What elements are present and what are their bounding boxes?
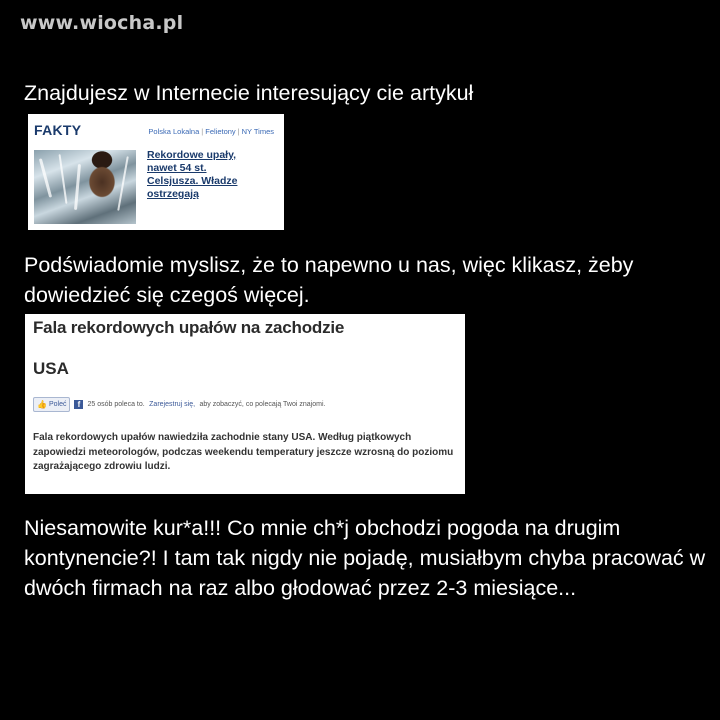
social-info-text: aby zobaczyć, co polecają Twoi znajomi. bbox=[199, 400, 326, 408]
caption-click: Podświadomie myslisz, że to napewno u nas, więc klikasz, żeby dowiedzieć się czegoś więcej. bbox=[24, 253, 634, 307]
brand-logo: FAKTY bbox=[34, 122, 82, 138]
social-bar bbox=[33, 396, 325, 412]
like-count-text: 25 osób poleca to. bbox=[87, 400, 145, 408]
site-watermark: www.wiocha.pl bbox=[20, 12, 184, 34]
article-headline-link[interactable]: Rekordowe upały, nawet 54 st. Celsjusza. Władze ostrzegają bbox=[147, 149, 238, 200]
article-teaser-screenshot bbox=[28, 114, 284, 230]
caption-punchline: Niesamowite kur*a!!! Co mnie ch*j obchodzi pogoda na drugim kontynencie?! I tam tak nigdy nie pojadę, musiałbym chyba pracować w dwóch firmach na raz albo głodować przez 2-3 miesiące... bbox=[24, 516, 706, 600]
caption-intro: Znajdujesz w Internecie interesujący cie artykuł bbox=[24, 81, 474, 105]
article-lead: Fala rekordowych upałów nawiedziła zachodnie stany USA. Według piątkowych zapowiedzi meteorologów, podczas weekendu temperatury jeszcze wzrosną do poziomu zagrażającego zdrowiu ludzi. bbox=[33, 432, 454, 472]
link-separator: | bbox=[237, 127, 240, 136]
register-link[interactable]: Zarejestruj się, bbox=[149, 400, 196, 408]
link-ny-times[interactable]: NY Times bbox=[241, 127, 274, 136]
thumbs-up-icon: 👍 bbox=[37, 399, 47, 409]
like-button[interactable]: 👍 Poleć bbox=[33, 397, 70, 412]
teaser-header bbox=[34, 122, 278, 140]
link-polska-lokalna[interactable]: Polska Lokalna bbox=[148, 127, 200, 136]
article-photo[interactable] bbox=[34, 150, 136, 224]
section-links bbox=[148, 127, 274, 136]
article-title-continued: USA bbox=[33, 359, 69, 378]
link-felietony[interactable]: Felietony bbox=[205, 127, 236, 136]
article-title: Fala rekordowych upałów na zachodzie bbox=[33, 318, 345, 337]
facebook-icon: f bbox=[74, 400, 83, 409]
link-separator: | bbox=[201, 127, 204, 136]
article-page-screenshot bbox=[25, 314, 465, 494]
